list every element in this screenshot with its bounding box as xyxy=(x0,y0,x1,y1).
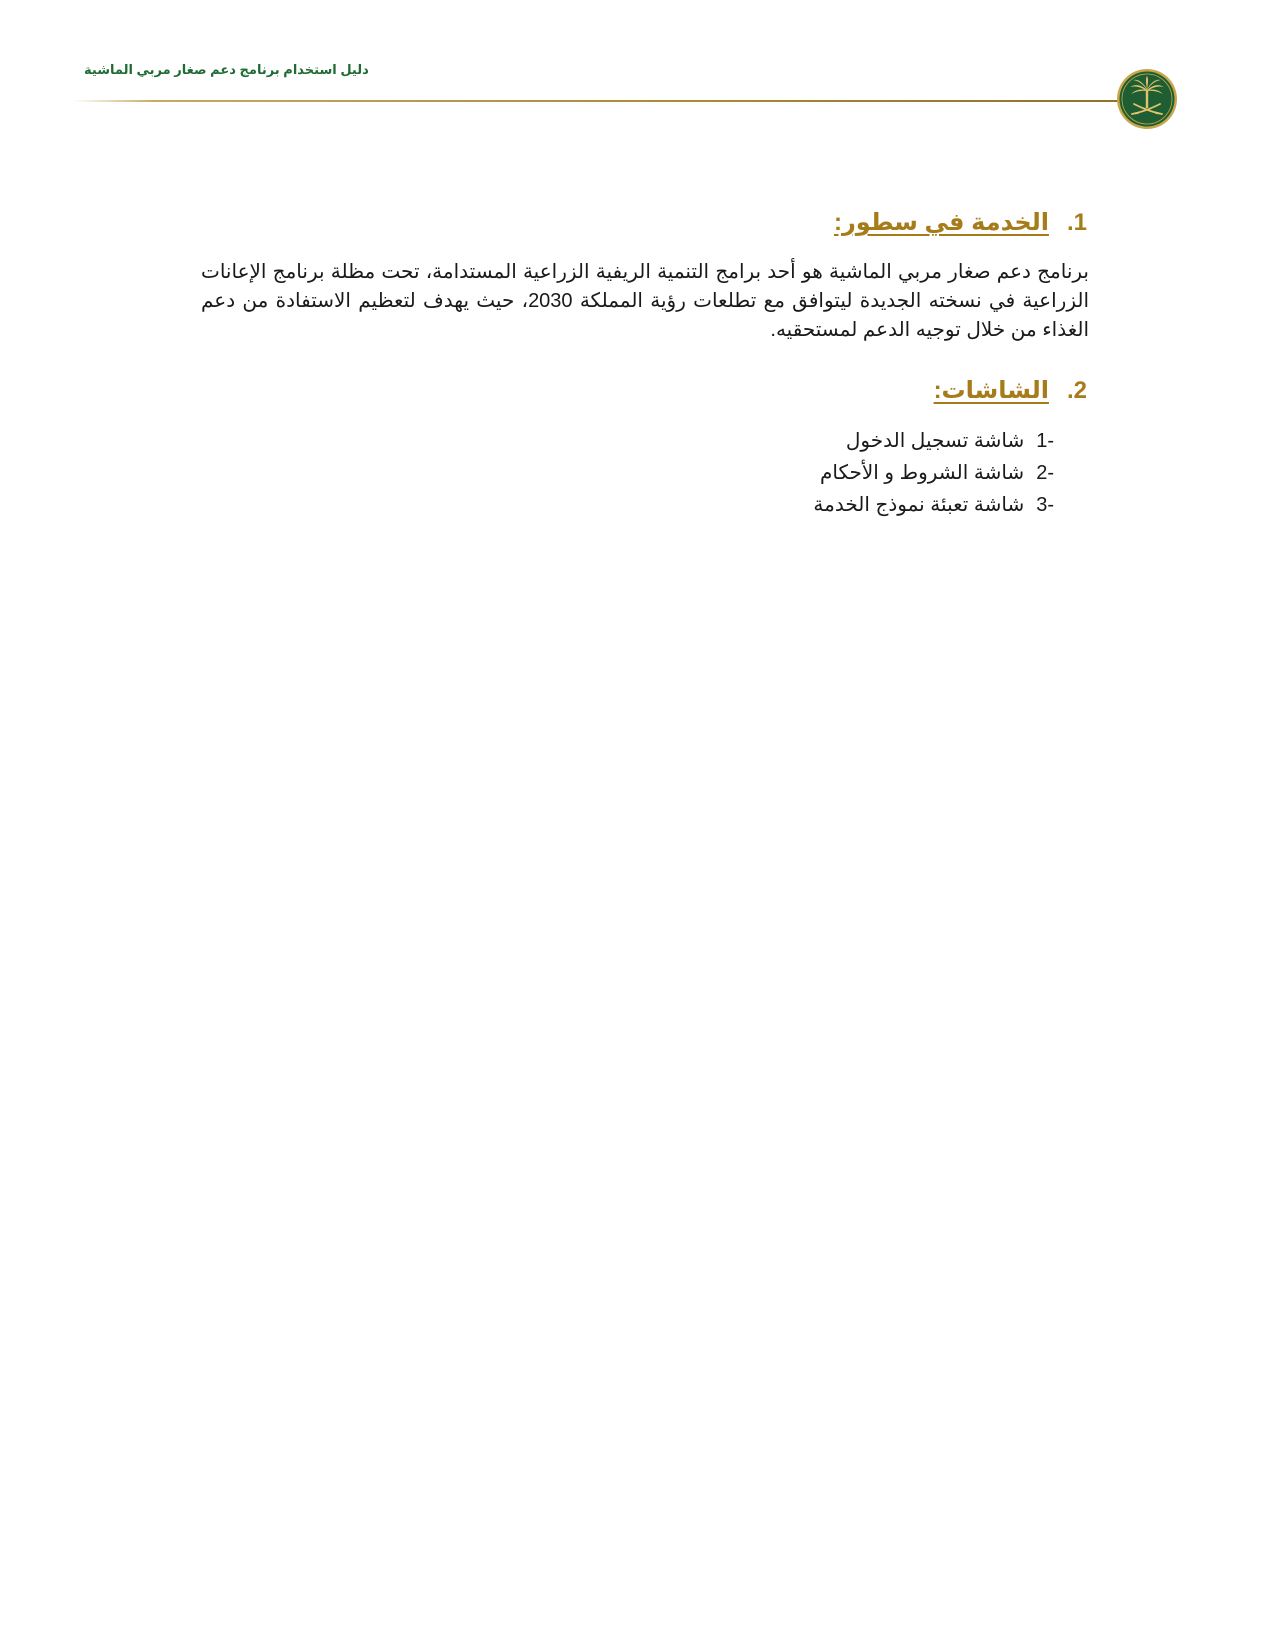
service-description-paragraph: برنامج دعم صغار مربي الماشية هو أحد برامج التنمية الريفية الزراعية المستدامة، تحت مظلة برنامج الإعانات الزراعية في نسخته الجديدة ليتوافق مع تطلعات رؤية المملكة 2030، حيث يهدف لتعظيم الاستفادة من دعم الغذاء من خلال توجيه الدعم لمستحقيه. xyxy=(201,261,1090,341)
header-divider xyxy=(72,100,1122,102)
list-item-index: 1- xyxy=(1036,430,1054,452)
section-heading xyxy=(834,208,1087,237)
list-item-index: 2- xyxy=(1036,462,1054,484)
section-number: 2. xyxy=(1066,377,1087,404)
list-item xyxy=(813,489,1054,521)
document-title: دليل استخدام برنامج دعم صغار مربي الماشية xyxy=(84,62,369,77)
section-service-overview xyxy=(834,208,1087,237)
section-number: 1. xyxy=(1066,209,1087,236)
section-heading-text: الشاشات: xyxy=(933,377,1049,404)
saudi-palm-swords-emblem-icon xyxy=(1116,68,1178,130)
list-item-label: شاشة الشروط و الأحكام xyxy=(820,462,1025,484)
section-heading xyxy=(934,376,1087,405)
screens-list xyxy=(813,425,1054,521)
list-item-index: 3- xyxy=(1036,494,1054,516)
section-heading-text: الخدمة في سطور: xyxy=(833,209,1049,236)
section-screens xyxy=(934,376,1087,405)
list-item-label: شاشة تسجيل الدخول xyxy=(845,430,1025,452)
list-item xyxy=(813,425,1054,457)
list-item xyxy=(813,457,1054,489)
list-item-label: شاشة تعبئة نموذج الخدمة xyxy=(813,494,1025,516)
